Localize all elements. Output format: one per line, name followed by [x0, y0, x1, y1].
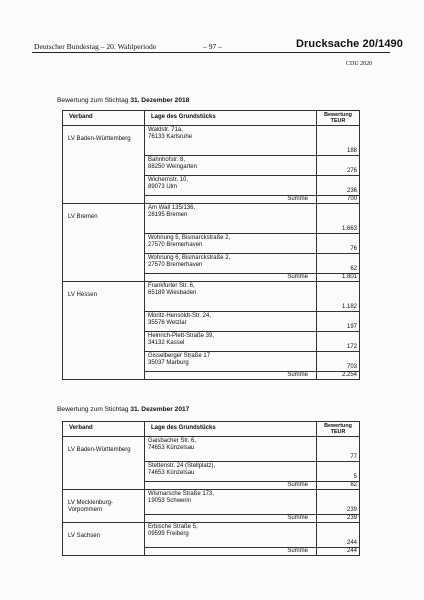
- city-text: 74653 Künzelsau: [148, 470, 195, 477]
- lage-cell: [145, 462, 317, 482]
- lage-cell: [145, 254, 317, 274]
- lage-cell: [145, 126, 317, 156]
- street-text: Wohnung 6, Bismarckstraße 2,: [148, 255, 231, 261]
- value-cell: 76: [317, 234, 360, 254]
- sum-label: Summe: [145, 274, 317, 282]
- value-cell: 1.663: [317, 204, 360, 234]
- street-text: Gaisbacher Str. 6,: [148, 438, 197, 444]
- lage-cell: [145, 282, 317, 312]
- header-sub: CDU 2020: [346, 61, 373, 67]
- section-title-prefix: Bewertung zum Stichtag: [57, 406, 131, 413]
- verband-cell: LV Bremen: [63, 204, 145, 282]
- sum-label: Summe: [145, 515, 317, 523]
- value-cell: 239: [317, 490, 360, 515]
- lage-cell: [145, 332, 317, 352]
- valuation-table-2018: [62, 110, 360, 380]
- street-text: Wichernstr. 10,: [148, 177, 189, 183]
- street-text: Moritz-Hensoldt-Str. 24,: [148, 313, 212, 319]
- lage-cell: [145, 352, 317, 372]
- city-text: 35037 Marburg: [148, 360, 189, 367]
- street-text: Wismarsche Straße 173,: [148, 491, 215, 497]
- table-row: [63, 282, 360, 312]
- city-text: 27570 Bremerhaven: [148, 262, 203, 269]
- city-text: 76133 Karlsruhe: [148, 134, 193, 141]
- value-cell: 188: [317, 126, 360, 156]
- header-bewertung: [317, 111, 360, 126]
- table-row: [63, 437, 360, 462]
- city-text: 65189 Wiesbaden: [148, 290, 197, 297]
- table-header-row: [63, 422, 360, 437]
- city-text: 88250 Weingarten: [148, 164, 197, 171]
- verband-cell: LV Hessen: [63, 282, 145, 380]
- lage-cell: [145, 523, 317, 548]
- value-cell: 77: [317, 437, 360, 462]
- verband-cell: LV Sachsen: [63, 523, 145, 556]
- lage-cell: [145, 312, 317, 332]
- table-row: [63, 523, 360, 548]
- street-text: Gisselberger Straße 17: [148, 353, 211, 359]
- street-text: Erbische Straße 5,: [148, 524, 198, 530]
- table-row: [63, 126, 360, 156]
- value-cell: 236: [317, 176, 360, 196]
- city-text: 09599 Freiberg: [148, 531, 189, 538]
- value-cell: 62: [317, 254, 360, 274]
- sum-label: Summe: [145, 372, 317, 380]
- header-bewertung-label: Bewertung: [324, 423, 352, 429]
- value-cell: 276: [317, 156, 360, 176]
- sum-value: 1.801: [317, 274, 360, 282]
- city-text: 35576 Wetzlar: [148, 320, 187, 327]
- street-text: Waldstr. 71a,: [148, 127, 183, 133]
- sum-value: 700: [317, 196, 360, 204]
- header-verband: Verband: [63, 422, 145, 437]
- sum-value: 82: [317, 482, 360, 490]
- lage-cell: [145, 204, 317, 234]
- header-lage: Lage des Grundstücks: [145, 111, 317, 126]
- lage-cell: [145, 437, 317, 462]
- value-cell: 1.182: [317, 282, 360, 312]
- street-text: Wohnung 5, Bismarckstraße 2,: [148, 235, 231, 241]
- sum-value: 2.254: [317, 372, 360, 380]
- verband-cell: LV Mecklenburg-Vorpommern: [63, 490, 145, 523]
- street-text: Heinrich-Plett-Straße 39,: [148, 333, 215, 339]
- running-header-left: Deutscher Bundestag – 20. Wahlperiode: [34, 42, 157, 51]
- section-title-date: 31. Dezember 2018: [130, 97, 190, 104]
- section-title-2018: [57, 97, 189, 104]
- table-row: [63, 204, 360, 234]
- sum-value: 244: [317, 548, 360, 556]
- value-cell: 244: [317, 523, 360, 548]
- sum-label: Summe: [145, 482, 317, 490]
- street-text: Stettenstr. 24 (Stellplatz),: [148, 463, 216, 469]
- verband-cell: LV Baden-Württemberg: [63, 126, 145, 204]
- section-title-2017: [57, 406, 189, 413]
- document-number: Drucksache 20/1490: [296, 38, 403, 50]
- value-cell: 172: [317, 332, 360, 352]
- city-text: 19053 Schwerin: [148, 498, 192, 505]
- header-verband: Verband: [63, 111, 145, 126]
- header-bewertung: [317, 422, 360, 437]
- header-bewertung-label: Bewertung: [324, 112, 352, 118]
- lage-cell: [145, 176, 317, 196]
- sum-label: Summe: [145, 196, 317, 204]
- city-text: 28195 Bremen: [148, 212, 188, 219]
- sum-label: Summe: [145, 548, 317, 556]
- value-cell: 703: [317, 352, 360, 372]
- lage-cell: [145, 234, 317, 254]
- city-text: 89073 Ulm: [148, 184, 178, 191]
- value-cell: 5: [317, 462, 360, 482]
- header-lage: Lage des Grundstücks: [145, 422, 317, 437]
- street-text: Frankfurter Str. 6,: [148, 283, 195, 289]
- sum-value: 239: [317, 515, 360, 523]
- city-text: 27570 Bremerhaven: [148, 242, 203, 249]
- valuation-table-2017: [62, 421, 360, 556]
- table-header-row: [63, 111, 360, 126]
- header-teur-label: TEUR: [330, 118, 346, 124]
- lage-cell: [145, 490, 317, 515]
- city-text: 74653 Künzelsau: [148, 445, 195, 452]
- street-text: Bahnhofstr. 8,: [148, 157, 186, 163]
- lage-cell: [145, 156, 317, 176]
- header-rule: [32, 52, 390, 53]
- section-title-prefix: Bewertung zum Stichtag: [57, 97, 131, 104]
- header-teur-label: TEUR: [330, 429, 346, 435]
- value-cell: 197: [317, 312, 360, 332]
- verband-cell: LV Baden-Württemberg: [63, 437, 145, 490]
- page-number: – 97 –: [203, 42, 222, 51]
- city-text: 34132 Kassel: [148, 340, 185, 347]
- section-title-date: 31. Dezember 2017: [130, 406, 190, 413]
- street-text: Am Wall 135/136,: [148, 205, 196, 211]
- table-row: [63, 490, 360, 515]
